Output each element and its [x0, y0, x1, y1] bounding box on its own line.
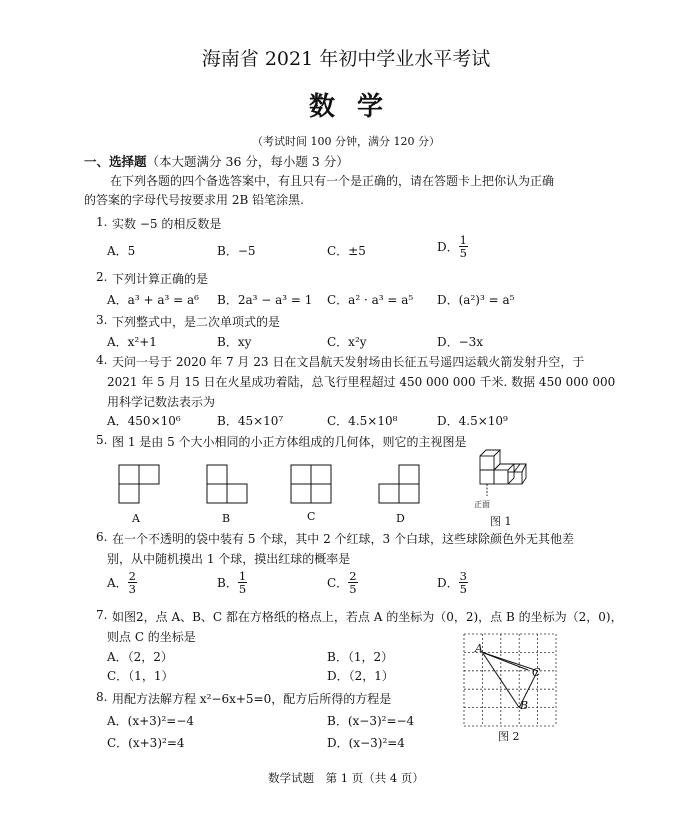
instruction-line-1: 在下列各题的四个备选答案中，有且只有一个是正确的，请在答题卡上把你认为正确 — [110, 174, 555, 188]
q8-option-c: C．(x+3)²=4 — [107, 736, 185, 750]
q6-line-2: 别，从中随机摸出 1 个球，摸出红球的概率是 — [107, 552, 351, 566]
figure-1-front-label: 正面 — [474, 500, 490, 509]
q4-line-2: 2021 年 5 月 15 日在火星成功着陆，总飞行里程超过 450 000 000 千米. 数据 450 000 000 — [107, 375, 616, 389]
section-note: （本大题满分 36 分，每小题 3 分） — [146, 154, 349, 169]
fraction-numerator: 2 — [349, 569, 357, 583]
fraction-denominator: 5 — [238, 582, 247, 596]
q6-number: 6. — [96, 530, 108, 544]
figure-2-point-b: B — [520, 699, 529, 712]
fraction-denominator: 5 — [459, 582, 467, 596]
q5-number: 5. — [96, 433, 108, 447]
q4-line-3: 用科学记数法表示为 — [107, 395, 216, 409]
q2-option-c: C．a² · a³ = a⁵ — [327, 293, 414, 307]
q6-option-c-label: C． — [327, 576, 349, 590]
q6-option-b — [217, 570, 247, 595]
q5-option-a-view — [118, 464, 160, 504]
q5-label-a: A — [132, 512, 140, 525]
exam-title: 海南省 2021 年初中学业水平考试 — [201, 48, 491, 70]
q3-stem: 下列整式中，是二次单项式的是 — [112, 315, 281, 329]
figure-2-point-a: A — [475, 642, 483, 655]
q4-option-c: C．4.5×10⁸ — [327, 414, 398, 428]
fraction-numerator: 3 — [459, 569, 467, 583]
q2-option-d: D．(a²)³ = a⁵ — [437, 293, 515, 307]
q1-stem: 实数 −5 的相反数是 — [112, 217, 222, 231]
q6-option-a — [107, 570, 137, 595]
q7-line-2: 则点 C 的坐标是 — [107, 630, 196, 644]
q8-number: 8. — [96, 690, 108, 704]
q4-option-d: D．4.5×10⁹ — [437, 414, 508, 428]
q5-stem: 图 1 是由 5 个大小相同的小正方体组成的几何体，则它的主视图是 — [112, 435, 467, 449]
instruction-line-2: 的答案的字母代号按要求用 2B 铅笔涂黑. — [84, 193, 304, 207]
q8-option-b: B．(x−3)²=−4 — [327, 714, 415, 728]
page-footer: 数学试题 第 1 页（共 4 页） — [268, 771, 424, 785]
q6-option-d-label: D． — [437, 576, 459, 590]
q6-line-1: 在一个不透明的袋中装有 5 个球，其中 2 个红球，3 个白球，这些球除颜色外无其他差 — [112, 532, 574, 546]
q6-option-a-label: A． — [107, 576, 128, 590]
q8-option-d: D．(x−3)²=4 — [327, 736, 405, 750]
q5-label-c: C — [307, 510, 316, 523]
figure-2-point-c: C — [532, 666, 541, 679]
fraction-numerator: 1 — [238, 569, 247, 583]
q1-option-c: C．±5 — [327, 244, 366, 258]
q4-option-a: A．450×10⁶ — [107, 414, 181, 428]
q5-option-b-view — [206, 464, 248, 504]
q6-option-c-fraction — [348, 570, 357, 595]
q7-option-a: A．（2，2） — [107, 650, 173, 664]
section-heading — [84, 152, 349, 170]
q6-option-b-label: B． — [217, 576, 238, 590]
q6-option-d — [437, 570, 468, 595]
q8-stem: 用配方法解方程 x²−6x+5=0，配方后所得的方程是 — [112, 692, 392, 706]
fraction-denominator: 5 — [349, 582, 357, 596]
fraction-numerator: 2 — [128, 569, 136, 583]
q6-option-c — [327, 570, 358, 595]
q1-option-b: B．−5 — [217, 244, 256, 258]
q3-option-c: C．x²y — [327, 335, 367, 349]
q3-option-d: D．−3x — [437, 335, 484, 349]
q8-option-a: A．(x+3)²=−4 — [107, 714, 195, 728]
q6-option-b-fraction — [238, 570, 247, 595]
fraction-numerator: 1 — [459, 233, 467, 247]
q6-option-d-fraction — [459, 570, 468, 595]
q7-line-1: 如图2，点 A、B、C 都在方格纸的格点上，若点 A 的坐标为（0，2)，点 B 的坐标为（2，0)， — [112, 610, 623, 624]
q3-number: 3. — [96, 313, 108, 327]
q4-option-b: B．45×10⁷ — [217, 414, 284, 428]
exam-note: （考试时间 100 分钟，满分 120 分） — [252, 135, 440, 148]
q4-line-1: 天问一号于 2020 年 7 月 23 日在文昌航天发射场由长征五号遥四运载火箭发射升空，于 — [112, 355, 585, 369]
q7-option-c: C．（1，1） — [107, 669, 174, 683]
q2-number: 2. — [96, 270, 108, 284]
q4-number: 4. — [96, 353, 108, 367]
exam-subject: 数学 — [308, 92, 405, 122]
q2-option-a: A．a³ + a³ = a⁶ — [107, 293, 199, 307]
q1-option-d-label: D． — [437, 240, 459, 254]
q7-option-b: B．（1，2） — [327, 650, 394, 664]
q7-number: 7. — [96, 608, 108, 622]
q5-label-b: B — [222, 512, 231, 525]
q5-option-c-view — [290, 464, 332, 504]
q3-option-b: B．xy — [217, 335, 252, 349]
q2-stem: 下列计算正确的是 — [112, 272, 209, 286]
figure-1-caption: 图 1 — [490, 515, 512, 528]
q7-option-d: D．（2，1） — [327, 669, 394, 683]
q1-option-d-fraction — [459, 234, 468, 259]
q5-option-d-view — [378, 464, 420, 504]
section-title: 一、选择题 — [84, 154, 147, 169]
fraction-denominator: 5 — [459, 246, 467, 260]
q2-option-b: B．2a³ − a³ = 1 — [217, 293, 313, 307]
fraction-denominator: 3 — [128, 582, 136, 596]
q1-option-a: A．5 — [107, 244, 136, 258]
q1-number: 1. — [96, 215, 108, 229]
q3-option-a: A．x²+1 — [107, 335, 157, 349]
q1-option-d — [437, 234, 468, 259]
q6-option-a-fraction — [128, 570, 137, 595]
q5-label-d: D — [396, 512, 405, 525]
figure-2-caption: 图 2 — [498, 730, 520, 743]
